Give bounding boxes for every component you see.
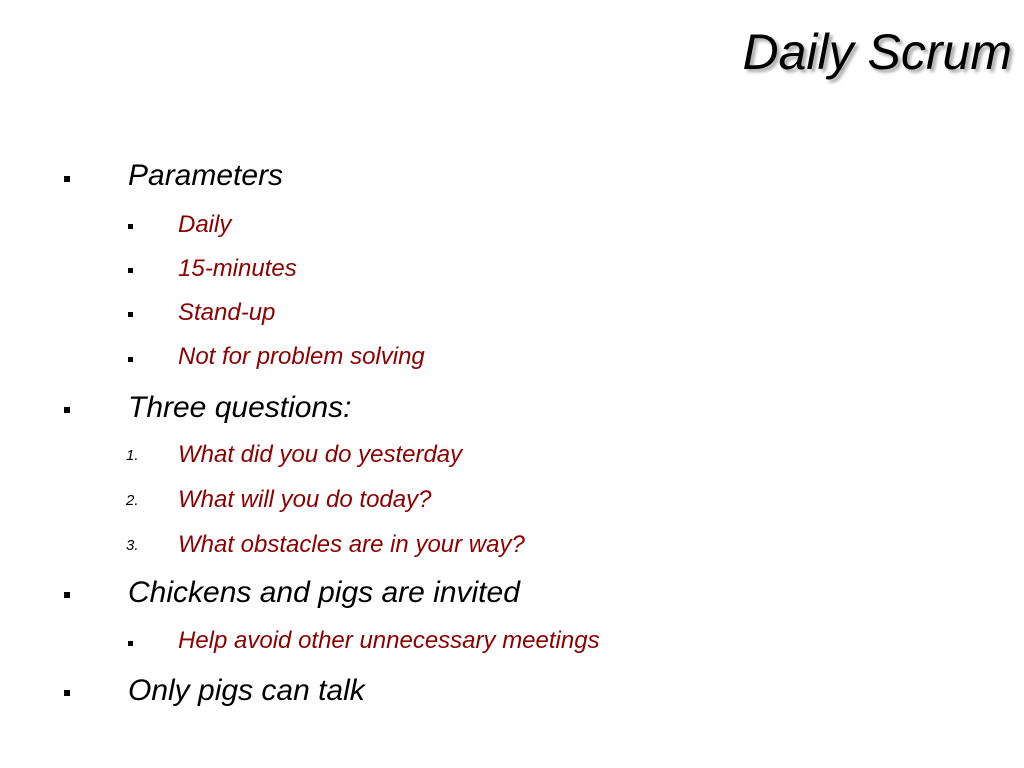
bullet-parameters: Parameters <box>128 159 284 192</box>
sub-bullet-stand-up: Stand-up <box>178 299 276 326</box>
bullet-only-pigs-can-talk: Only pigs can talk <box>128 674 365 707</box>
bullet-icon <box>128 312 133 317</box>
bullet-icon <box>128 641 133 646</box>
bullet-icon <box>64 176 70 182</box>
slide-title: Daily Scrum <box>742 24 1012 80</box>
bullet-icon <box>64 592 70 598</box>
bullet-icon <box>128 357 133 362</box>
sub-bullet-help-avoid-meetings: Help avoid other unnecessary meetings <box>178 627 600 654</box>
bullet-icon <box>128 224 133 229</box>
bullet-icon <box>64 690 70 696</box>
bullet-icon <box>128 268 133 273</box>
bullet-icon <box>64 407 70 413</box>
bullet-chickens-and-pigs: Chickens and pigs are invited <box>128 576 520 609</box>
list-number: 3. <box>126 537 139 554</box>
sub-bullet-daily: Daily <box>178 211 232 238</box>
sub-bullet-15-minutes: 15-minutes <box>178 255 297 282</box>
sub-bullet-not-for-problem-solving: Not for problem solving <box>178 343 425 370</box>
question-1: What did you do yesterday <box>178 441 463 468</box>
list-number: 1. <box>126 447 139 464</box>
bullet-three-questions: Three questions: <box>128 391 352 424</box>
question-3: What obstacles are in your way? <box>178 531 525 558</box>
question-2: What will you do today? <box>178 486 432 513</box>
list-number: 2. <box>126 492 139 509</box>
